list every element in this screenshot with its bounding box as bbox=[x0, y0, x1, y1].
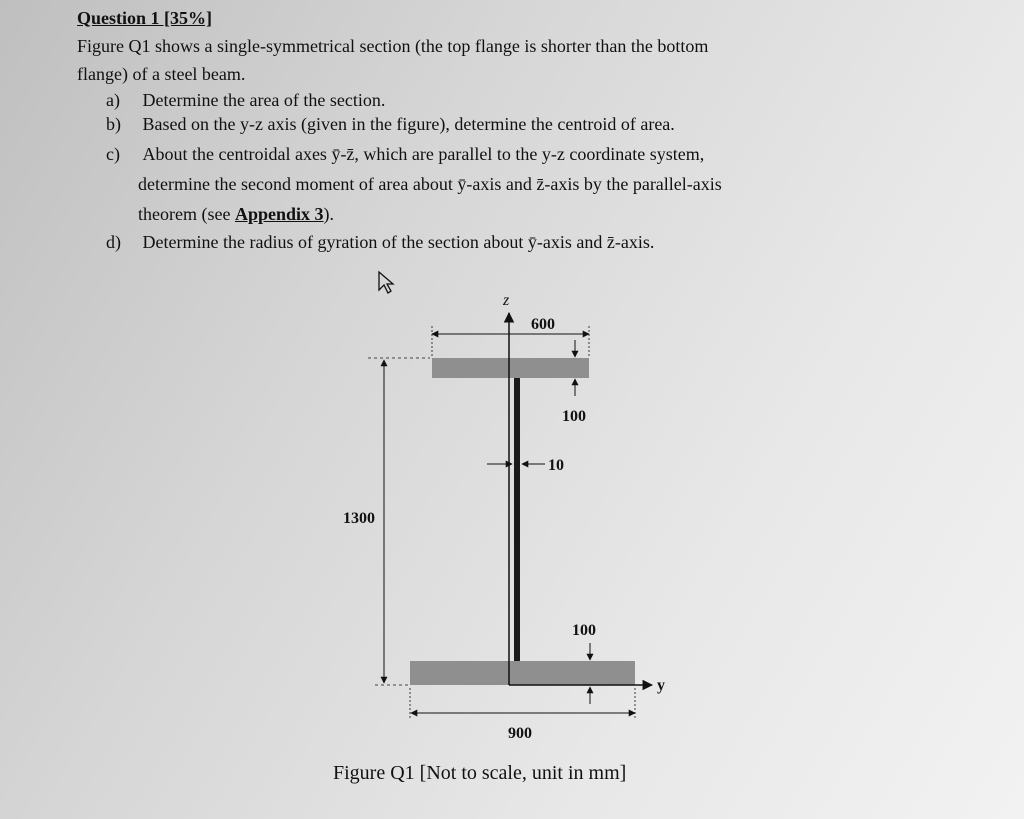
item-c-line-3-suffix: ). bbox=[323, 204, 334, 224]
intro-line-2: flange) of a steel beam. bbox=[77, 64, 246, 84]
y-axis-label: y bbox=[657, 677, 665, 694]
dim-100-top-label: 100 bbox=[562, 408, 586, 425]
dim-600-label: 600 bbox=[531, 316, 555, 333]
dim-100-bottom-label: 100 bbox=[572, 622, 596, 639]
dim-900-label: 900 bbox=[508, 725, 532, 742]
dim-10-label: 10 bbox=[548, 457, 564, 474]
dim-1300-label: 1300 bbox=[343, 510, 375, 527]
item-b-text: Based on the y-z axis (given in the figure), determine the centroid of area. bbox=[142, 114, 675, 134]
web bbox=[514, 378, 520, 662]
item-d-text: Determine the radius of gyration of the section about ȳ-axis and z̄-axis. bbox=[142, 232, 655, 252]
item-a-label: a) bbox=[106, 90, 120, 110]
intro-line-1: Figure Q1 shows a single-symmetrical section (the top flange is shorter than the bottom bbox=[77, 36, 709, 56]
bottom-flange bbox=[410, 661, 635, 685]
item-c-text: About the centroidal axes ȳ-z̄, which are parallel to the y-z coordinate system, bbox=[142, 144, 705, 164]
item-d-label: d) bbox=[106, 232, 121, 252]
appendix-link[interactable]: Appendix 3 bbox=[234, 204, 324, 224]
item-c-line-2: determine the second moment of area about ȳ-axis and z̄-axis by the parallel-axis bbox=[138, 174, 722, 194]
figure-caption: Figure Q1 [Not to scale, unit in mm] bbox=[333, 762, 627, 784]
item-c-line-3-prefix: theorem (see bbox=[138, 204, 235, 224]
question-title: Question 1 [35%] bbox=[77, 8, 212, 28]
z-axis-label: z bbox=[503, 292, 510, 309]
item-c-label: c) bbox=[106, 144, 120, 164]
item-a-text: Determine the area of the section. bbox=[142, 90, 386, 110]
cursor-icon bbox=[379, 272, 393, 293]
item-b-label: b) bbox=[106, 114, 121, 134]
top-flange bbox=[432, 358, 589, 378]
